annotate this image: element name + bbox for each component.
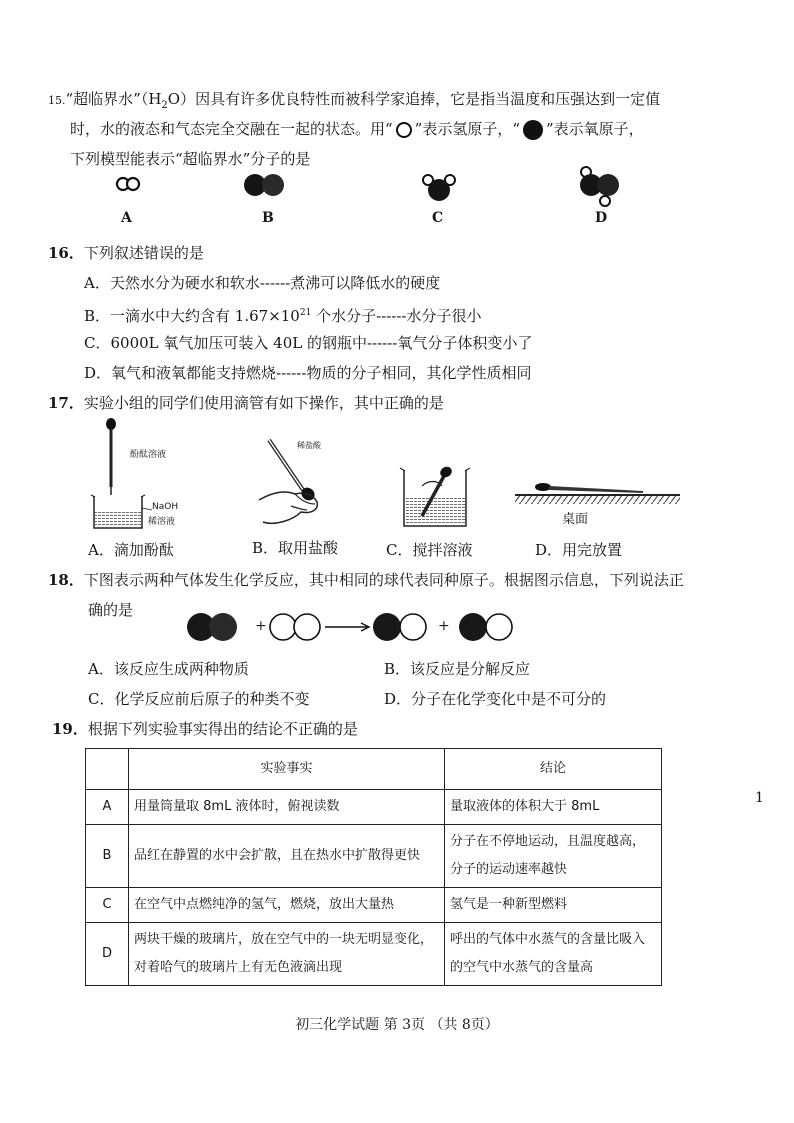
- q18-stem1: [48, 570, 684, 590]
- q16-option-a: A．天然水分为硬水和软水------煮沸可以降低水的硬度: [84, 274, 441, 292]
- q15-line2-b: ”表示氢原子，“: [414, 120, 521, 138]
- row-fact: 用量筒量取 8mL 液体时，俯视读数: [129, 790, 445, 825]
- row-key: A: [86, 790, 129, 825]
- q15-option-c: C: [432, 210, 444, 226]
- beaker-lip: [91, 495, 145, 497]
- q18-stem2: 确的是: [88, 601, 134, 619]
- header-conclusion: 结论: [445, 749, 662, 790]
- q16-option-b-post: 个水分子------水分子很小: [311, 307, 482, 325]
- q16-stem-text: 下列叙述错误的是: [83, 244, 204, 262]
- q15-option-d: D: [595, 210, 608, 226]
- row-key: D: [86, 923, 129, 986]
- q15-line2: [70, 119, 644, 140]
- product2-atom-dark: [459, 613, 487, 641]
- reactant2-atom-1: [270, 614, 296, 640]
- q15-option-a: A: [121, 210, 132, 226]
- q17-option-b: B．取用盐酸: [252, 539, 339, 557]
- row-key: B: [86, 825, 129, 888]
- product1-atom-light: [400, 614, 426, 640]
- table-row: [86, 825, 662, 888]
- row-fact: 在空气中点燃纯净的氢气，燃烧，放出大量热: [129, 888, 445, 923]
- header-key: [86, 749, 129, 790]
- q17-stem: [48, 393, 444, 413]
- q15-option-b: B: [262, 210, 274, 226]
- q15-line2-a: 时，水的液态和气态完全交融在一起的状态。用“: [70, 120, 393, 138]
- q15-number: 15.: [48, 94, 66, 107]
- product1-atom-dark: [373, 613, 401, 641]
- q18-number: 18．: [48, 571, 84, 589]
- q15-text-a: “超临界水”（H: [65, 90, 162, 108]
- q16-option-b-pre: B．一滴水中大约含有 1.67×10: [84, 307, 300, 325]
- q16-option-d: D．氧气和液氧都能支持燃烧------物质的分子相同，其化学性质相同: [84, 364, 532, 382]
- table-row: [86, 888, 662, 923]
- table-row: [86, 790, 662, 825]
- q15-subscript: 2: [161, 100, 168, 111]
- product2-atom-light: [486, 614, 512, 640]
- row-key: C: [86, 888, 129, 923]
- table-header-row: [86, 749, 662, 790]
- q15-line3: 下列模型能表示“超临界水”分子的是: [70, 150, 311, 168]
- reactant1-atom-2: [209, 613, 237, 641]
- q17-fig-a-label1: 酚酞溶液: [130, 450, 167, 460]
- pointer-line: [142, 508, 152, 510]
- q17-figure-c: [398, 464, 478, 530]
- q15-model-b: [243, 172, 293, 198]
- reactant2-atom-2: [294, 614, 320, 640]
- q15-line1: [48, 89, 660, 116]
- row-conclusion: 氢气是一种新型燃料: [445, 888, 662, 923]
- dropper-tube: [110, 429, 113, 487]
- beaker-c-lip: [400, 468, 470, 471]
- model-b-o-atom-2: [262, 174, 284, 196]
- q19-stem: [52, 719, 358, 739]
- q16-option-b: [84, 303, 482, 326]
- q17-option-a: A．滴加酚酞: [88, 541, 174, 559]
- q15-model-a: [115, 175, 145, 195]
- row-conclusion: 呼出的气体中水蒸气的含量比吸入的空气中水蒸气的含量高: [445, 923, 662, 986]
- q15-model-d: [575, 164, 625, 210]
- table-row: [86, 923, 662, 986]
- table-hatch: [515, 496, 680, 504]
- q19-table: [85, 748, 662, 986]
- model-a-h-atom-2: [127, 178, 139, 190]
- model-d-o-atom-2: [597, 174, 619, 196]
- model-c-o-atom: [428, 179, 450, 201]
- q17-number: 17．: [48, 394, 84, 412]
- page-footer: 初三化学试题 第 3页 （共 8页）: [295, 1017, 499, 1033]
- q18-stem-text1: 下图表示两种气体发生化学反应，其中相同的球代表同种原子。根据图示信息，下列说法正: [83, 571, 684, 589]
- row-fact: 品红在静置的水中会扩散，且在热水中扩散得更快: [129, 825, 445, 888]
- header-fact: 实验事实: [129, 749, 445, 790]
- q18-option-c: C．化学反应前后原子的种类不变: [88, 690, 310, 708]
- q17-option-c: C．搅拌溶液: [386, 541, 473, 559]
- dropper-bulb-c: [438, 465, 453, 480]
- q19-stem-text: 根据下列实验事实得出的结论不正确的是: [87, 720, 358, 738]
- q17-fig-b-label: 稀盐酸: [297, 441, 321, 450]
- dropper-bulb: [106, 418, 116, 430]
- row-fact: 两块干燥的玻璃片，放在空气中的一块无明显变化，对着哈气的玻璃片上有无色液滴出现: [129, 923, 445, 986]
- q17-fig-a-label2: NaOH: [152, 502, 179, 512]
- oxygen-atom-icon: [523, 120, 543, 140]
- q17-option-d: D．用完放置: [535, 541, 623, 559]
- model-d-h-atom-2: [600, 196, 610, 206]
- q15-text-b: O）因具有许多优良特性而被科学家追捧，它是指当温度和压强达到一定值: [167, 90, 661, 108]
- q17-figure-d: [515, 478, 680, 508]
- beaker-c-solution: [405, 496, 465, 525]
- q16-option-b-sup: 21: [299, 308, 312, 318]
- q17-stem-text: 实验小组的同学们使用滴管有如下操作，其中正确的是: [83, 394, 444, 412]
- q16-option-c: C．6000L 氧气加压可装入 40L 的钢瓶中------氧气分子体积变小了: [84, 334, 533, 352]
- q17-fig-d-label: 桌面: [562, 512, 589, 527]
- q17-fig-a-label3: 稀溶液: [148, 517, 176, 527]
- q18-plus-1: +: [255, 618, 267, 634]
- hydrogen-atom-icon: [396, 122, 412, 138]
- dropper-tube-d: [549, 486, 643, 493]
- q15-model-c: [418, 170, 460, 204]
- q18-plus-2: +: [438, 618, 450, 634]
- q16-stem: [48, 243, 204, 263]
- q16-number: 16．: [48, 244, 84, 262]
- row-conclusion: 量取液体的体积大于 8mL: [445, 790, 662, 825]
- row-conclusion: 分子在不停地运动，且温度越高，分子的运动速率越快: [445, 825, 662, 888]
- dropper-bulb-d: [535, 483, 551, 491]
- beaker-solution: [95, 510, 141, 527]
- q15-line2-c: ”表示氧原子，: [546, 120, 644, 138]
- q18-option-d: D．分子在化学变化中是不可分的: [384, 690, 607, 708]
- q18-option-a: A．该反应生成两种物质: [88, 660, 249, 678]
- margin-mark: 1: [755, 790, 764, 806]
- q19-number: 19．: [52, 720, 88, 738]
- q18-reaction-diagram: [185, 611, 525, 643]
- q18-option-b: B．该反应是分解反应: [384, 660, 531, 678]
